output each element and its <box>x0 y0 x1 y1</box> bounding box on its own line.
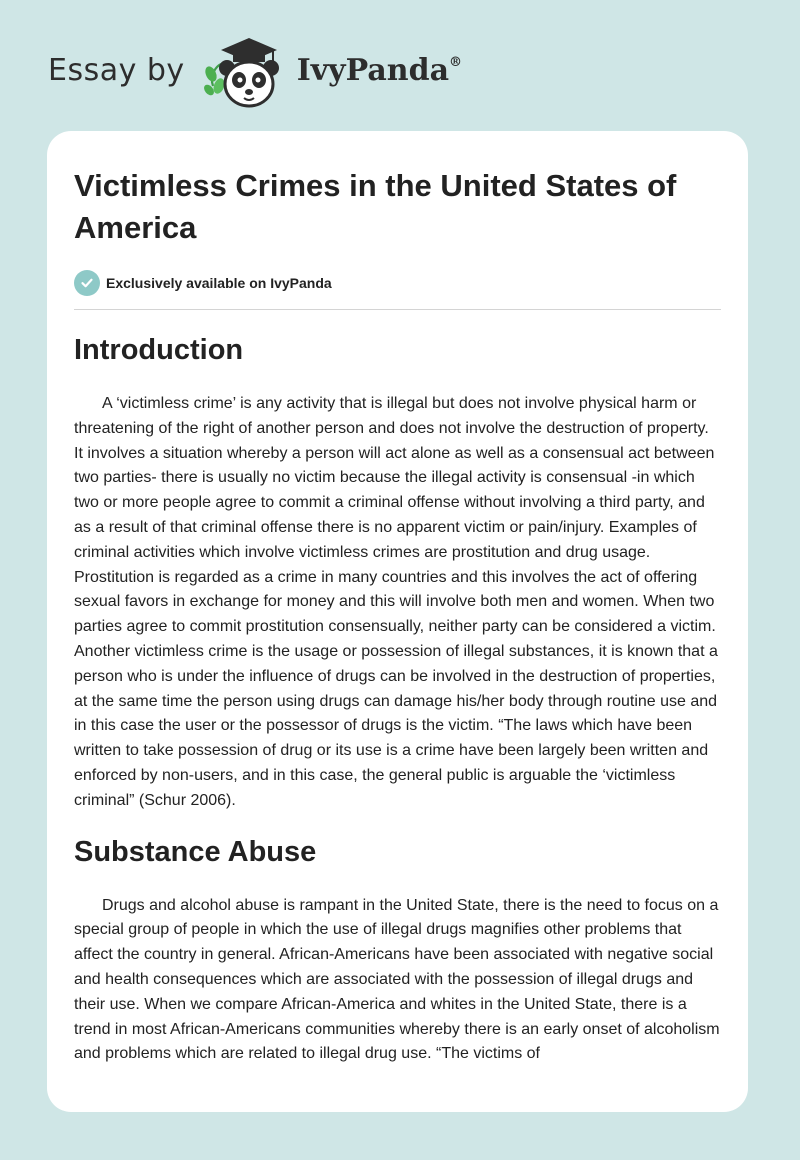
essay-card <box>47 131 748 1112</box>
essay-by-label: Essay by <box>48 52 185 88</box>
section-body-introduction: A ‘victimless crime’ is any activity that is illegal but does not involve physical harm or threatening of the right of another person and does not involve the destruction of property. It involves a situation whereby a person will act alone as well as a consensual act between two parties- there is usually no victim because the illegal activity is consensual -in which two or more people agree to commit a criminal offense without involving a third party, and as a result of that criminal offense there is no apparent victim or pain/injury. Examples of criminal activities which involve victimless crimes are prostitution and drug usage. Prostitution is regarded as a crime in many countries and this involves the act of offering sexual favors in exchange for money and this will involve both men and women. When two parties agree to commit prostitution consensually, neither party can be considered a victim. Another victimless crime is the usage or possession of illegal substances, it is known that a person who is under the influence of drugs can be involved in the destruction of properties, at the same time the person using drugs can damage his/her body through routine use and in this case the user or the possessor of drugs is the victim. “The laws which have been written to take possession of drug or its use is a crime have been largely been written and enforced by non-users, and in this case, the general public is arguable the ‘victimless criminal” (Schur 2006). <box>74 395 718 809</box>
check-circle-icon <box>74 270 100 296</box>
section-body-substance-abuse: Drugs and alcohol abuse is rampant in the United State, there is the need to focus on a special group of people in which the use of illegal drugs magnifies other problems that affect the country in general. African-Americans have been associated with negative social and health consequences which are associated with the possession of illegal drugs and their use. When we compare African-America and whites in the United State, there is a trend in most African-Americans communities whereby there is an early onset of alcoholism and problems which are related to illegal drug use. “The victims of <box>74 896 720 1063</box>
divider <box>74 309 721 310</box>
registered-mark: ® <box>449 54 463 70</box>
panda-graduate-icon[interactable] <box>199 30 291 110</box>
section-heading-introduction: Introduction <box>74 334 244 366</box>
section-heading-substance-abuse: Substance Abuse <box>74 835 317 868</box>
badge-label: Exclusively available on IvyPanda <box>106 275 332 291</box>
brand-wordmark: IvyPanda <box>296 52 450 88</box>
brand-name[interactable] <box>297 53 462 88</box>
essay-title: Victimless Crimes in the United States of America <box>74 168 677 245</box>
site-header <box>48 30 462 110</box>
exclusive-badge <box>74 269 721 297</box>
